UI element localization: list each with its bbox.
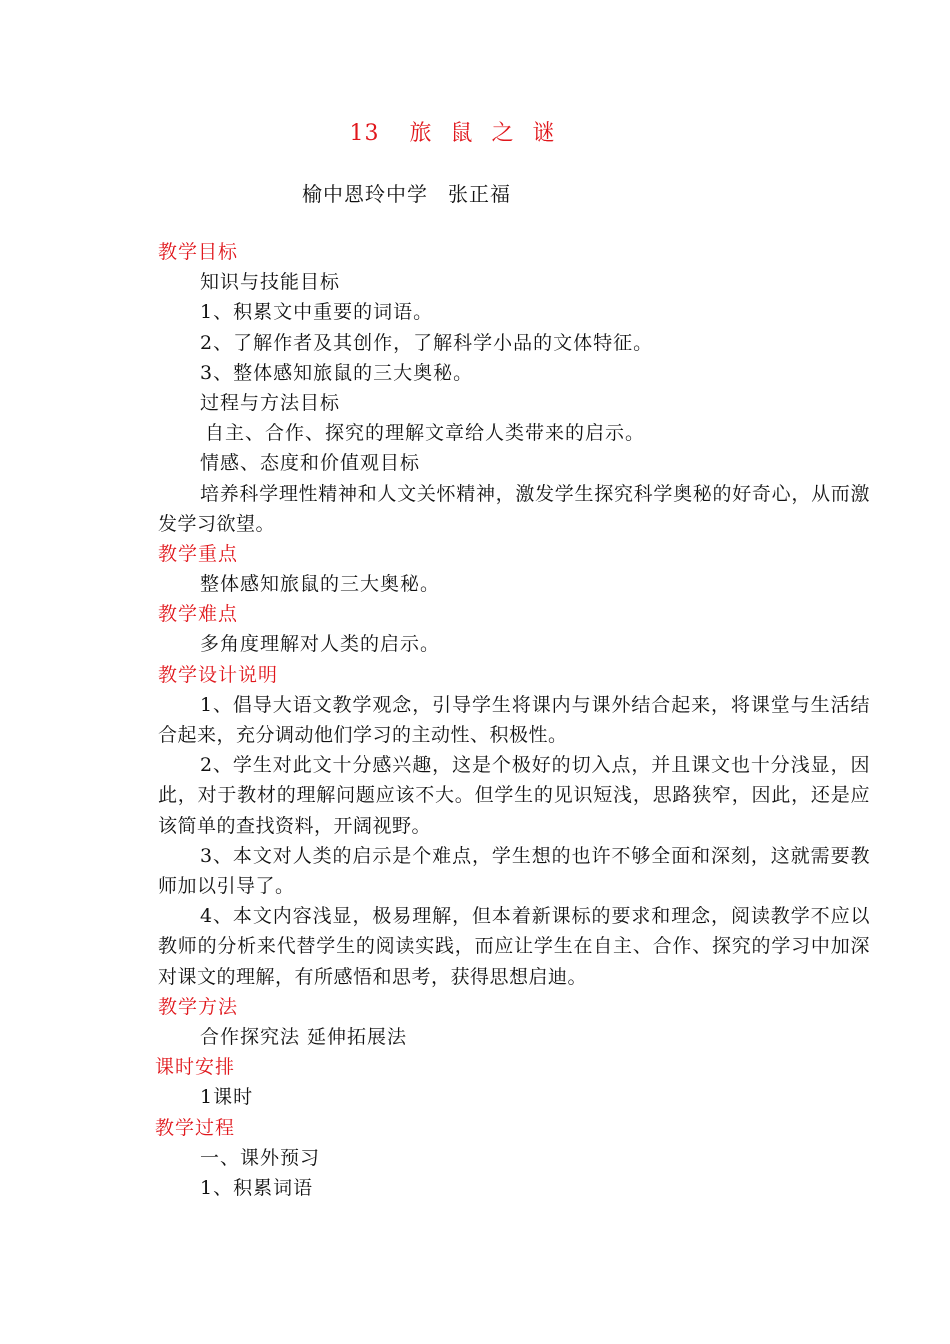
author-name: 张正福 — [448, 182, 511, 206]
list-item: 1、积累词语 — [200, 1177, 314, 1199]
list-item: 整体感知旅鼠的三大奥秘。 — [200, 573, 441, 596]
paragraph: 培养科学理性精神和人文关怀精神，激发学生探究科学奥秘的好奇心，从而激发学习欲望。 — [158, 482, 870, 535]
list-item: 一、课外预习 — [200, 1146, 321, 1169]
lesson-number: 13 — [349, 121, 380, 146]
author-school: 榆中恩玲中学 — [302, 182, 428, 206]
subheading-emotion: 情感、态度和价值观目标 — [200, 452, 421, 475]
section-heading-schedule: 课时安排 — [155, 1056, 236, 1079]
section-heading-difficulty: 教学难点 — [158, 603, 239, 626]
list-item: 多角度理解对人类的启示。 — [200, 633, 441, 656]
paragraph: 3、本文对人类的启示是个难点，学生想的也许不够全面和深刻，这就需要教师加以引导了。 — [158, 844, 870, 898]
document-body — [155, 237, 870, 1203]
section-heading-key-point: 教学重点 — [158, 542, 239, 565]
list-item: 自主、合作、探究的理解文章给人类带来的启示。 — [205, 422, 646, 445]
list-item: 1、积累文中重要的词语。 — [200, 301, 434, 324]
list-item: 1课时 — [200, 1086, 254, 1109]
subheading-knowledge: 知识与技能目标 — [200, 271, 341, 294]
paragraph: 2、学生对此文十分感兴趣，这是个极好的切入点，并且课文也十分浅显，因此，对于教材的理解问题应该不大。但学生的见识短浅，思路狭窄，因此，还是应该简单的查找资料，开阔视野。 — [158, 754, 870, 837]
document-title — [0, 116, 910, 147]
list-item: 3、整体感知旅鼠的三大奥秘。 — [200, 361, 474, 384]
paragraph: 4、本文内容浅显，极易理解，但本着新课标的要求和理念，阅读教学不应以教师的分析来代替学生的阅读实践，而应让学生在自主、合作、探究的学习中加深对课文的理解，有所感悟和思考，获得思想启迪。 — [158, 905, 870, 988]
section-heading-goals: 教学目标 — [158, 241, 239, 263]
lesson-title: 旅 鼠 之 谜 — [409, 121, 561, 146]
paragraph: 1、倡导大语文教学观念，引导学生将课内与课外结合起来，将课堂与生活结合起来，充分调动他们学习的主动性、积极性。 — [158, 693, 870, 747]
list-item: 合作探究法 延伸拓展法 — [200, 1026, 408, 1049]
subheading-process: 过程与方法目标 — [200, 391, 341, 414]
author-line — [302, 178, 511, 207]
section-heading-method: 教学方法 — [158, 995, 239, 1018]
list-item: 2、了解作者及其创作，了解科学小品的文体特征。 — [200, 331, 654, 354]
section-heading-design: 教学设计说明 — [158, 663, 279, 686]
section-heading-process: 教学过程 — [155, 1116, 236, 1139]
